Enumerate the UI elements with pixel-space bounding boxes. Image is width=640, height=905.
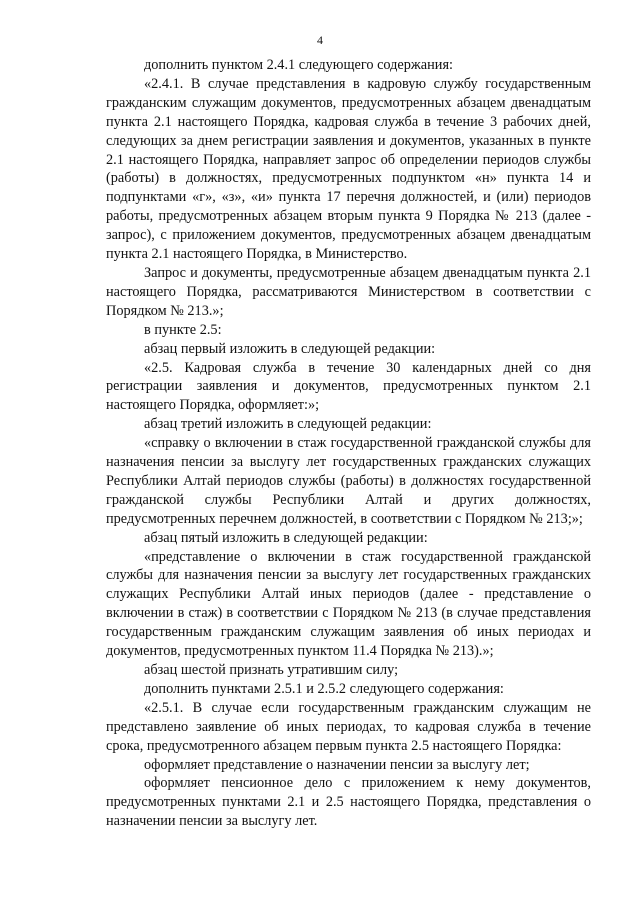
paragraph: «2.4.1. В случае представления в кадровую службу государственным гражданским служащим документов, предусмотренных абзацем двенадцатым пункта 2.1 настоящего Порядка, кадровая служба в течение 3 рабочих дней, следующих за днем регистрации заявления и документов, указанных в пункте 2.1 настоящего Порядка, направляет запрос об определении периодов службы (работы) в должностях, предусмотренных подпунктом «н» пункта 14 и подпунктами «г», «з», «и» пункта 17 перечня должностей, и (или) периодов работы, предусмотренных абзацем вторым пункта 9 Порядка № 213 (далее - запрос), с приложением документов, предусмотренных абзацем двенадцатым пункта 2.1 настоящего Порядка, в Министерство. — [106, 75, 591, 263]
paragraph: дополнить пунктом 2.4.1 следующего содержания: — [144, 57, 453, 73]
paragraph: Запрос и документы, предусмотренные абзацем двенадцатым пункта 2.1 настоящего Порядка, рассматриваются Министерством в соответствии с Порядком № 213.»; — [106, 264, 591, 319]
paragraph: абзац третий изложить в следующей редакции: — [144, 416, 432, 433]
paragraph: абзац первый изложить в следующей редакции: — [144, 340, 436, 357]
paragraph: абзац пятый изложить в следующей редакции: — [144, 529, 428, 546]
paragraph: «2.5. Кадровая служба в течение 30 календарных дней со дня регистрации заявления и документов, предусмотренных пунктом 2.1 настоящего Порядка, оформляет:»; — [106, 359, 591, 414]
paragraph: оформляет представление о назначении пенсии за выслугу лет; — [144, 756, 530, 773]
paragraph: абзац шестой признать утратившим силу; — [144, 662, 399, 678]
page-number: 4 — [317, 33, 323, 47]
document-body — [106, 56, 591, 831]
paragraph: в пункте 2.5: — [144, 321, 222, 338]
paragraph: дополнить пунктами 2.5.1 и 2.5.2 следующего содержания: — [144, 680, 504, 697]
paragraph: «2.5.1. В случае если государственным гражданским служащим не представлено заявление об иных периодах, то кадровая служба в течение срока, предусмотренного абзацем первым пункта 2.5 настоящего Порядка: — [106, 699, 591, 754]
paragraph: оформляет пенсионное дело с приложением к нему документов, предусмотренных пунктами 2.1 и 2.5 настоящего Порядка, представления о назначении пенсии за выслугу лет. — [106, 775, 591, 830]
paragraph: «справку о включении в стаж государственной гражданской службы для назначения пенсии за выслугу лет государственных гражданских служащих Республики Алтай периодов службы (работы) в должностях государственной гражданской службы Республики Алтай и других должностях, предусмотренных перечнем должностей, в соответствии с Порядком № 213;»; — [106, 435, 591, 527]
paragraph: «представление о включении в стаж государственной гражданской службы для назначения пенсии за выслугу лет государственных гражданских служащих Республики Алтай иных периодов (далее - представление о включении в стаж) в соответствии с Порядком № 213 (в случае представления государственным гражданским служащим заявления об иных периодах и документов, предусмотренных пунктом 11.4 Порядка № 213).»; — [106, 548, 591, 660]
